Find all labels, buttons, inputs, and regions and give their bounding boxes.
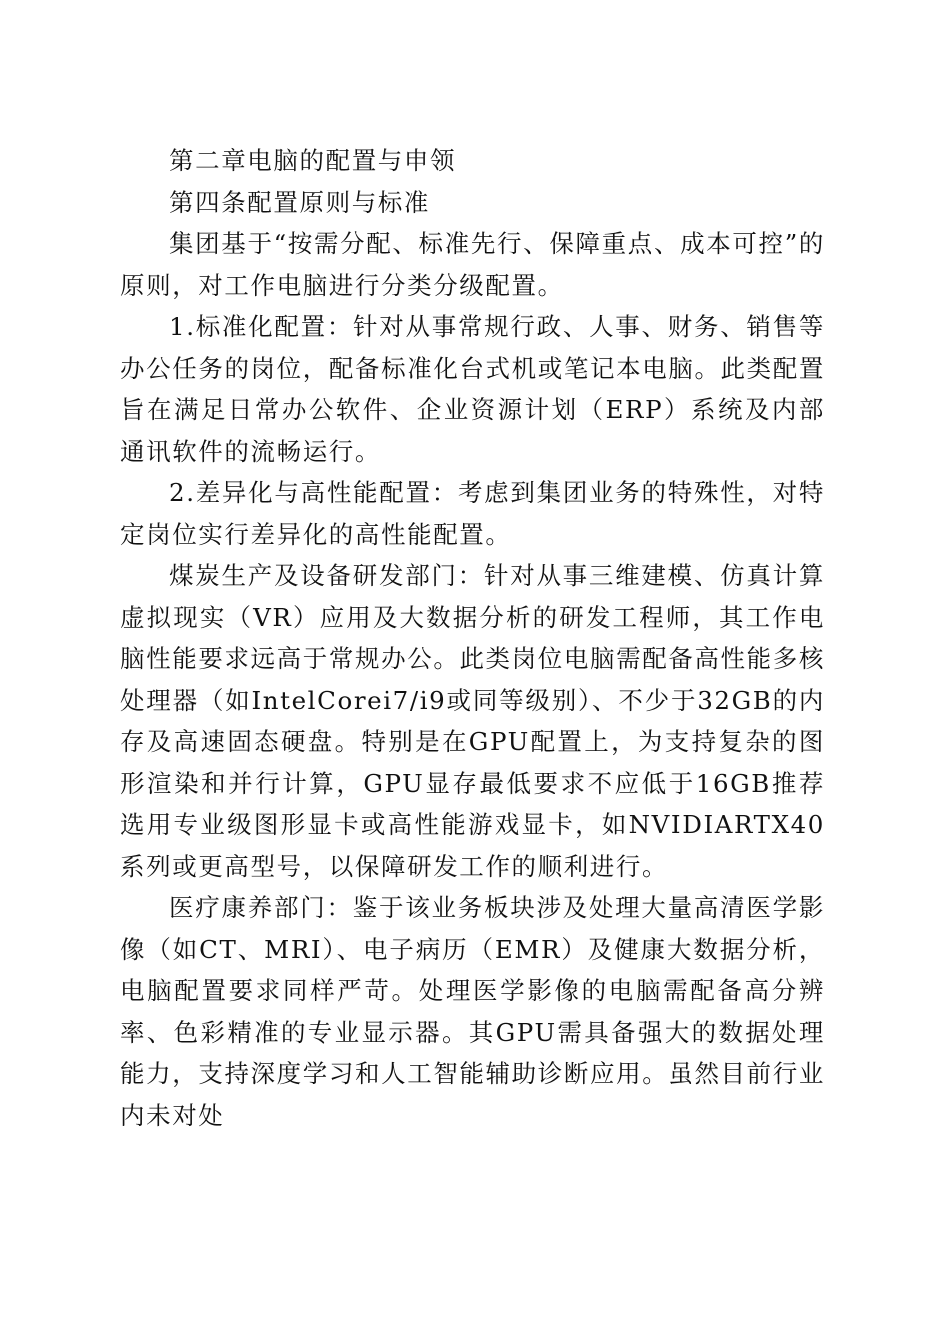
chapter-heading: 第二章电脑的配置与申领 xyxy=(169,146,457,175)
paragraph-principles: 集团基于“按需分配、标准先行、保障重点、成本可控”的原则，对工作电脑进行分类分级配置。 xyxy=(120,229,825,300)
paragraph-medical: 医疗康养部门：鉴于该业务板块涉及处理大量高清医学影像（如CT、MRI）、电子病历（EMR）及健康大数据分析，电脑配置要求同样严苛。处理医学影像的电脑需配备高分辨率、色彩精准的专业显示器。其GPU需具备强大的数据处理能力，支持深度学习和人工智能辅助诊断应用。虽然目前行业内未对处 xyxy=(120,893,825,1130)
paragraph-differentiated-config: 2.差异化与高性能配置：考虑到集团业务的特殊性，对特定岗位实行差异化的高性能配置。 xyxy=(120,478,825,549)
document-page xyxy=(120,140,825,1136)
article-heading: 第四条配置原则与标准 xyxy=(169,187,430,217)
paragraph-coal-rnd: 煤炭生产及设备研发部门：针对从事三维建模、仿真计算虚拟现实（VR）应用及大数据分析的研发工程师，其工作电脑性能要求远高于常规办公。此类岗位电脑需配备高性能多核处理器（如IntelCorei7/i9或同等级别）、不少于32GB的内存及高速固态硬盘。特别是在GPU配置上，为支持复杂的图形渲染和并行计算，GPU显存最低要求不应低于16GB推荐选用专业级图形显卡或高性能游戏显卡，如NVIDIARTX40系列或更高型号，以保障研发工作的顺利进行。 xyxy=(120,561,825,881)
paragraph-standard-config: 1.标准化配置：针对从事常规行政、人事、财务、销售等办公任务的岗位，配备标准化台式机或笔记本电脑。此类配置旨在满足日常办公软件、企业资源计划（ERP）系统及内部通讯软件的流畅运行。 xyxy=(120,312,825,466)
